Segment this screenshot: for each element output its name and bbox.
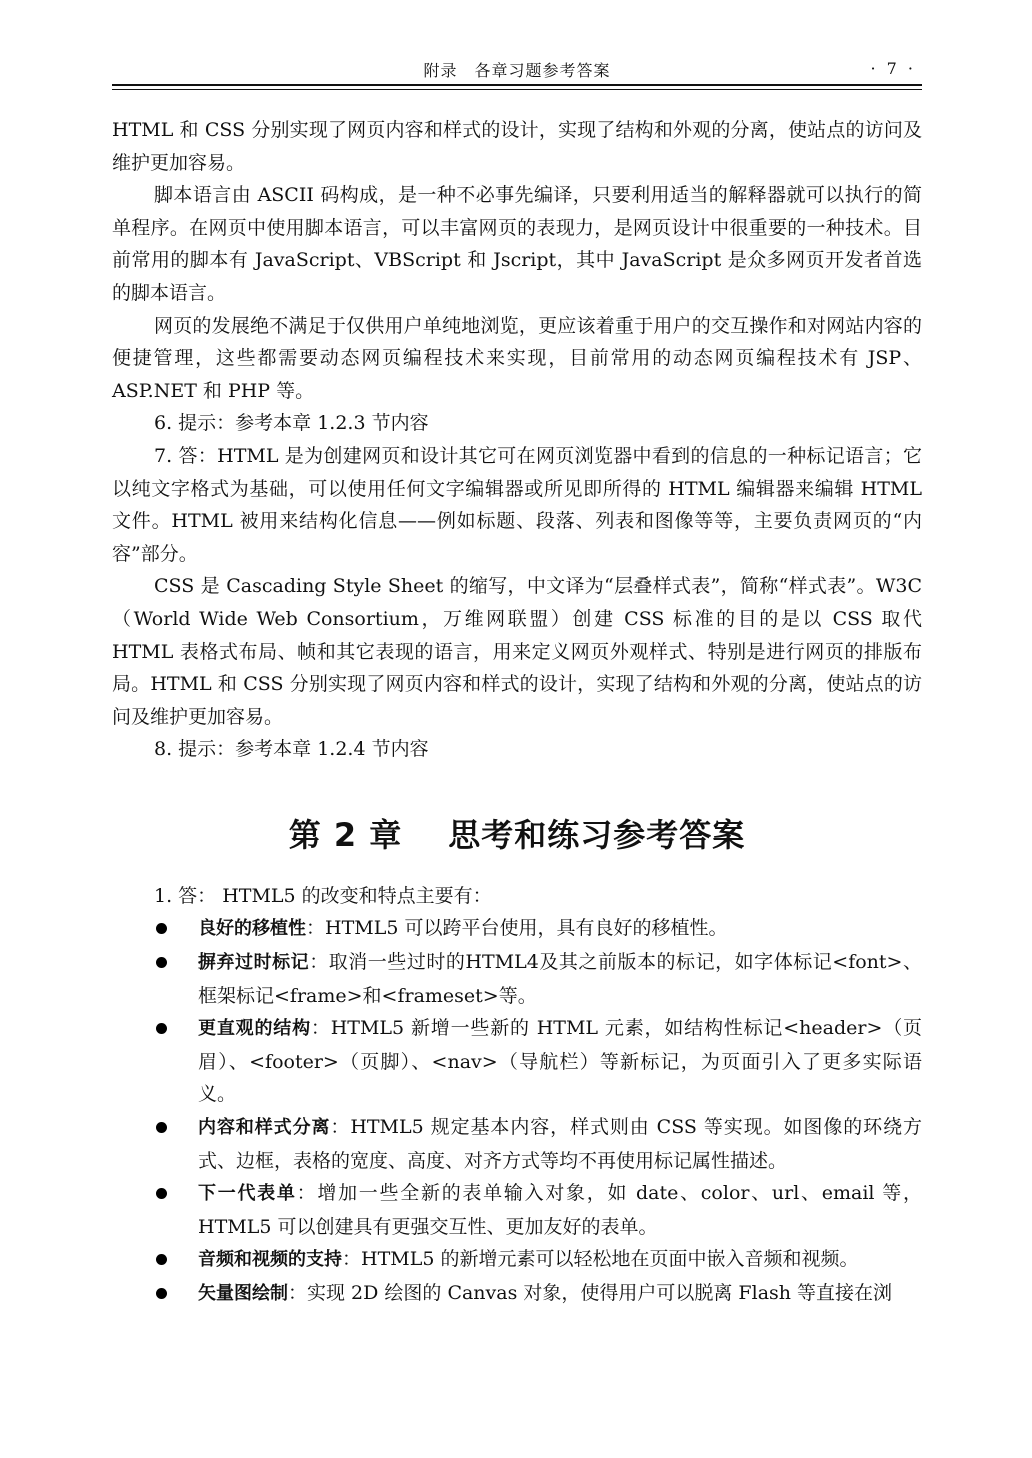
feature-description: ：HTML5 新增一些新的 HTML 元素，如结构性标记<header>（页眉）、<footer>（页脚）、<nav>（导航栏）等新标记，为页面引入了更多实际语义。 [198, 1017, 923, 1106]
feature-term: 下一代表单 [198, 1183, 297, 1205]
list-item [112, 1012, 922, 1111]
feature-term: 良好的移植性 [198, 918, 306, 940]
feature-description: ：HTML5 可以跨平台使用，具有良好的移植性。 [306, 917, 728, 940]
feature-term: 内容和样式分离 [198, 1117, 331, 1139]
chapter-title: 思考和练习参考答案 [448, 815, 746, 854]
answer-7: 7. 答：HTML 是为创建网页和设计其它可在网页浏览器中看到的信息的一种标记语言；它以纯文字格式为基础，可以使用任何文字编辑器或所见即所得的 HTML 编辑器来编辑 HTML 文件。HTML 被用来结构化信息——例如标题、段落、列表和图像等等，主要负责网页的“内容”部分。 [112, 444, 922, 565]
feature-description: ：HTML5 规定基本内容，样式则由 CSS 等实现。如图像的环绕方式、边框，表格的宽度、高度、对齐方式等均不再使用标记属性描述。 [198, 1116, 923, 1172]
feature-term: 矢量图绘制 [198, 1283, 288, 1304]
paragraph-dynamic-web: 网页的发展绝不满足于仅供用户单纯地浏览，更应该着重于用户的交互操作和对网站内容的便捷管理，这些都需要动态网页编程技术来实现，目前常用的动态网页编程技术有 JSP、ASP.NET 和 PHP 等。 [112, 314, 922, 402]
chapter-number: 第 2 章 [288, 815, 403, 854]
feature-description: ：HTML5 的新增元素可以轻松地在页面中嵌入音频和视频。 [342, 1248, 859, 1271]
header-title: 附录 各章习题参考答案 [423, 61, 611, 80]
list-item [112, 1177, 922, 1243]
feature-term: 更直观的结构 [198, 1018, 311, 1040]
paragraph-css-definition: CSS 是 Cascading Style Sheet 的缩写，中文译为“层叠样式表”，简称“样式表”。W3C（World Wide Web Consortium，万维网联盟）创建 CSS 标准的目的是以 CSS 取代 HTML 表格式布局、帧和其它表现的语言，用来定义网页外观样式、特别是进行网页的排版布局。HTML 和 CSS 分别实现了网页内容和样式的设计，实现了结构和外观的分离，使站点的访问及维护更加容易。 [112, 575, 922, 728]
bullet-icon [156, 1188, 167, 1199]
bullet-icon [156, 1023, 167, 1034]
bullet-icon [156, 1122, 167, 1133]
page-number: · 7 · [870, 59, 916, 78]
list-item [112, 946, 922, 1012]
bullet-icon [156, 923, 167, 934]
answer-1-lead: 1. 答： HTML5 的改变和特点主要有： [154, 884, 492, 907]
list-item [112, 1243, 922, 1277]
feature-description: ：实现 2D 绘图的 Canvas 对象，使得用户可以脱离 Flash 等直接在浏 [288, 1282, 893, 1304]
answer-8: 8. 提示：参考本章 1.2.4 节内容 [154, 738, 429, 761]
running-header [112, 56, 922, 86]
bullet-icon [156, 1254, 167, 1265]
answer-6: 6. 提示：参考本章 1.2.3 节内容 [154, 412, 429, 435]
bullet-icon [156, 1288, 167, 1299]
paragraph-html-css-separation: HTML 和 CSS 分别实现了网页内容和样式的设计，实现了结构和外观的分离，使站点的访问及维护更加容易。 [112, 119, 922, 174]
header-rule-thick [112, 84, 922, 86]
feature-term: 摒弃过时标记 [198, 952, 310, 974]
bullet-icon [156, 957, 167, 968]
paragraph-script-language: 脚本语言由 ASCII 码构成，是一种不必事先编译，只要利用适当的解释器就可以执行的简单程序。在网页中使用脚本语言，可以丰富网页的表现力，是网页设计中很重要的一种技术。目前常用的脚本有 JavaScript、VBScript 和 Jscript，其中 JavaScript 是众多网页开发者首选的脚本语言。 [112, 184, 922, 304]
feature-description: ：增加一些全新的表单输入对象，如 date、color、url、email 等，HTML5 可以创建具有更强交互性、更加友好的表单。 [198, 1182, 922, 1238]
feature-term: 音频和视频的支持 [198, 1249, 342, 1271]
header-rule-thin [112, 89, 922, 90]
list-item [112, 1111, 922, 1177]
html5-feature-list [112, 912, 922, 1310]
chapter-heading [112, 766, 922, 866]
feature-description: ：取消一些过时的HTML4及其之前版本的标记，如字体标记<font>、框架标记<frame>和<frameset>等。 [198, 951, 923, 1007]
list-item [112, 1277, 922, 1311]
page-body [112, 114, 922, 1311]
list-item [112, 912, 922, 946]
